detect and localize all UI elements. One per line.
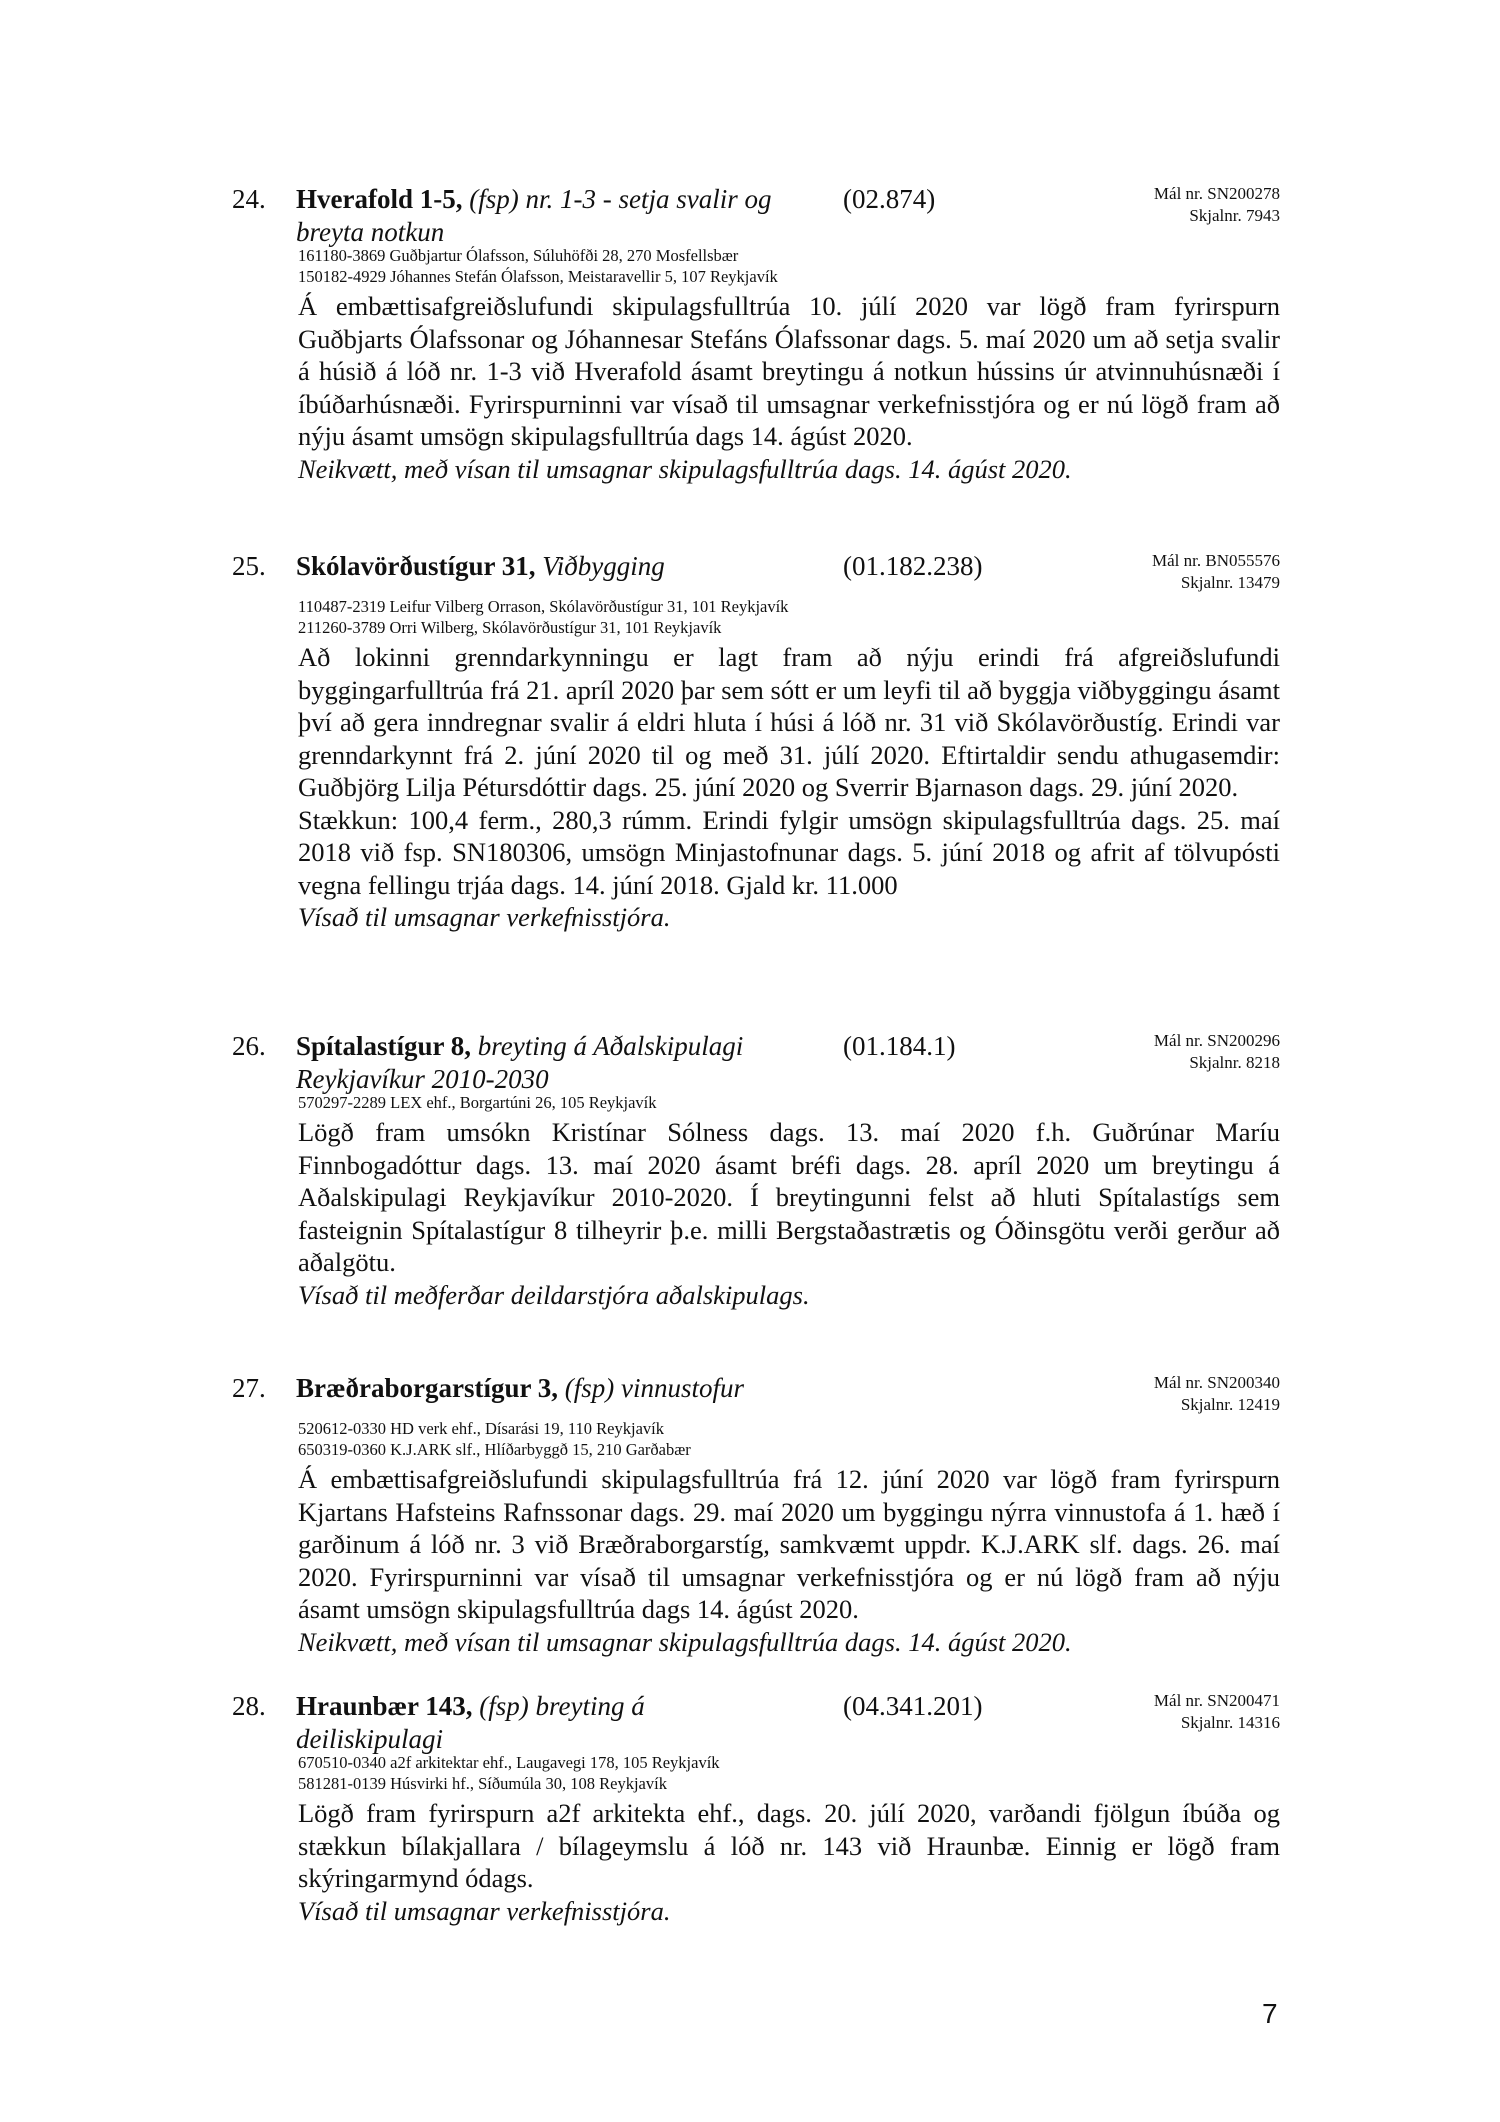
document-number: Skjalnr. 7943 — [1189, 206, 1280, 225]
document-number: Skjalnr. 13479 — [1180, 573, 1280, 592]
owners-list — [298, 245, 778, 287]
case-number: Mál nr. BN055576 — [1152, 551, 1280, 570]
case-reference — [1154, 1690, 1280, 1734]
case-reference — [1154, 1372, 1280, 1416]
item-title-subject: (fsp) nr. 1-3 - setja svalir og breyta notkun — [296, 184, 772, 247]
item-title — [296, 1690, 696, 1756]
case-number: Mál nr. SN200340 — [1153, 1373, 1280, 1392]
item-conclusion: Vísað til meðferðar deildarstjóra aðalskipulags. — [298, 1279, 810, 1310]
item-body — [298, 641, 1280, 934]
item-title-address: Spítalastígur 8, — [296, 1031, 472, 1061]
item-conclusion: Neikvætt, með vísan til umsagnar skipulagsfulltrúa dags. 14. ágúst 2020. — [298, 1626, 1072, 1657]
document-number: Skjalnr. 14316 — [1180, 1713, 1280, 1732]
item-title — [296, 183, 796, 249]
item-number: 28. — [232, 1691, 266, 1721]
item-title-address: Bræðraborgarstígur 3, — [296, 1373, 558, 1403]
item-title-address: Hraunbær 143, — [296, 1691, 473, 1721]
owner-line: 110487-2319 Leifur Vilberg Orrason, Skólavörðustígur 31, 101 Reykjavík — [298, 597, 789, 616]
item-paragraph: Á embættisafgreiðslufundi skipulagsfulltrúa frá 12. júní 2020 var lögð fram fyrirspurn Kjartans Hafsteins Rafnssonar dags. 29. maí 2020 um byggingu nýrra vinnustofa á 1. hæð í garðinum á lóð nr. 3 við Bræðraborgarstíg, samkvæmt uppdr. K.J.ARK slf. dags. 26. maí 2020. Fyrirspurninni var vísað til umsagnar verkefnisstjóra og er nú lögð fram að nýju ásamt umsögn skipulagsfulltrúa dags 14. ágúst 2020. — [298, 1464, 1280, 1624]
owner-line: 570297-2289 LEX ehf., Borgartúni 26, 105 Reykjavík — [298, 1093, 657, 1112]
item-title-subject: breyting á Aðalskipulagi Reykjavíkur 2010-2030 — [296, 1031, 744, 1094]
owners-list — [298, 596, 788, 638]
owner-line: 670510-0340 a2f arkitektar ehf., Laugavegi 178, 105 Reykjavík — [298, 1753, 720, 1772]
item-conclusion: Vísað til umsagnar verkefnisstjóra. — [298, 902, 671, 932]
item-conclusion: Neikvætt, með vísan til umsagnar skipulagsfulltrúa dags. 14. ágúst 2020. — [298, 453, 1072, 484]
document-number: Skjalnr. 8218 — [1189, 1053, 1280, 1072]
owner-line: 650319-0360 K.J.ARK slf., Hlíðarbyggð 15, 210 Garðabær — [298, 1440, 691, 1459]
item-title-address: Skólavörðustígur 31, — [296, 551, 536, 581]
item-title-address: Hverafold 1-5, — [296, 184, 463, 214]
item-code: (01.184.1) — [843, 1031, 956, 1061]
item-body — [298, 290, 1280, 485]
case-reference — [1154, 183, 1280, 227]
item-title — [296, 550, 816, 583]
owner-line: 581281-0139 Húsvirki hf., Síðumúla 30, 108 Reykjavík — [298, 1774, 667, 1793]
case-number: Mál nr. SN200296 — [1153, 1031, 1280, 1050]
page-number: 7 — [1262, 1998, 1278, 2029]
case-number: Mál nr. SN200471 — [1153, 1691, 1280, 1710]
item-body — [298, 1116, 1280, 1311]
owner-line: 150182-4929 Jóhannes Stefán Ólafsson, Meistaravellir 5, 107 Reykjavík — [298, 267, 778, 286]
owners-list — [298, 1418, 691, 1460]
item-number: 24. — [232, 184, 266, 214]
owners-list — [298, 1092, 657, 1113]
item-number: 27. — [232, 1373, 266, 1403]
owner-line: 211260-3789 Orri Wilberg, Skólavörðustígur 31, 101 Reykjavík — [298, 618, 722, 637]
item-paragraph: Stækkun: 100,4 ferm., 280,3 rúmm. Erindi fylgir umsögn skipulagsfulltrúa dags. 25. maí 2018 við fsp. SN180306, umsögn Minjastofnunar dags. 5. júní 2018 og afrit af tölvupósti vegna fellingu trjáa dags. 14. júní 2018. Gjald kr. 11.000 — [298, 804, 1280, 900]
item-paragraph: Að lokinni grenndarkynningu er lagt fram að nýju erindi frá afgreiðslufundi byggingarfulltrúa frá 21. apríl 2020 þar sem sótt er um leyfi til að byggja viðbyggingu ásamt því að gera inndregnar svalir á eldri hluta í húsi á lóð nr. 31 við Skólavörðustíg. Erindi var grenndarkynnt frá 2. júní 2020 til og með 31. júlí 2020. Eftirtaldir sendu athugasemdir: Guðbjörg Lilja Pétursdóttir dags. 25. júní 2020 og Sverrir Bjarnason dags. 29. júní 2020. — [298, 642, 1280, 802]
item-paragraph: Lögð fram umsókn Kristínar Sólness dags. 13. maí 2020 f.h. Guðrúnar Maríu Finnbogadóttur dags. 13. maí 2020 ásamt bréfi dags. 28. apríl 2020 um breytingu á Aðalskipulagi Reykjavíkur 2010-2020. Í breytingunni felst að hluti Spítalastígs sem fasteignin Spítalastígur 8 tilheyrir þ.e. milli Bergstaðastrætis og Óðinsgötu verði gerður að aðalgötu. — [298, 1117, 1280, 1277]
item-body — [298, 1463, 1280, 1658]
item-code: (02.874) — [843, 184, 936, 214]
owners-list — [298, 1752, 720, 1794]
item-code: (04.341.201) — [843, 1691, 983, 1721]
item-title-subject: (fsp) vinnustofur — [564, 1373, 744, 1403]
owner-line: 161180-3869 Guðbjartur Ólafsson, Súluhöfði 28, 270 Mosfellsbær — [298, 246, 739, 265]
item-paragraph: Lögð fram fyrirspurn a2f arkitekta ehf., dags. 20. júlí 2020, varðandi fjölgun íbúða og stækkun bílakjallara / bílageymslu á lóð nr. 143 við Hraunbæ. Einnig er lögð fram skýringarmynd ódags. — [298, 1798, 1280, 1893]
case-number: Mál nr. SN200278 — [1153, 184, 1280, 203]
owner-line: 520612-0330 HD verk ehf., Dísarási 19, 110 Reykjavík — [298, 1419, 664, 1438]
document-number: Skjalnr. 12419 — [1180, 1395, 1280, 1414]
item-conclusion: Vísað til umsagnar verkefnisstjóra. — [298, 1895, 671, 1926]
item-title — [296, 1030, 796, 1096]
item-title-subject: (fsp) breyting á deiliskipulagi — [296, 1691, 645, 1754]
item-number: 25. — [232, 551, 266, 581]
case-reference — [1152, 550, 1280, 594]
item-body — [298, 1797, 1280, 1927]
item-title-subject: Viðbygging — [542, 551, 665, 581]
item-paragraph: Á embættisafgreiðslufundi skipulagsfulltrúa 10. júlí 2020 var lögð fram fyrirspurn Guðbjarts Ólafssonar og Jóhannesar Stefáns Ólafssonar dags. 5. maí 2020 um að setja svalir á húsið á lóð nr. 1-3 við Hverafold ásamt breytingu á notkun hússins úr atvinnuhúsnæði í íbúðarhúsnæði. Fyrirspurninni var vísað til umsagnar verkefnisstjóra og er nú lögð fram að nýju ásamt umsögn skipulagsfulltrúa dags 14. ágúst 2020. — [298, 291, 1280, 451]
item-code: (01.182.238) — [843, 551, 983, 581]
case-reference — [1154, 1030, 1280, 1074]
item-number: 26. — [232, 1031, 266, 1061]
item-title — [296, 1372, 856, 1405]
